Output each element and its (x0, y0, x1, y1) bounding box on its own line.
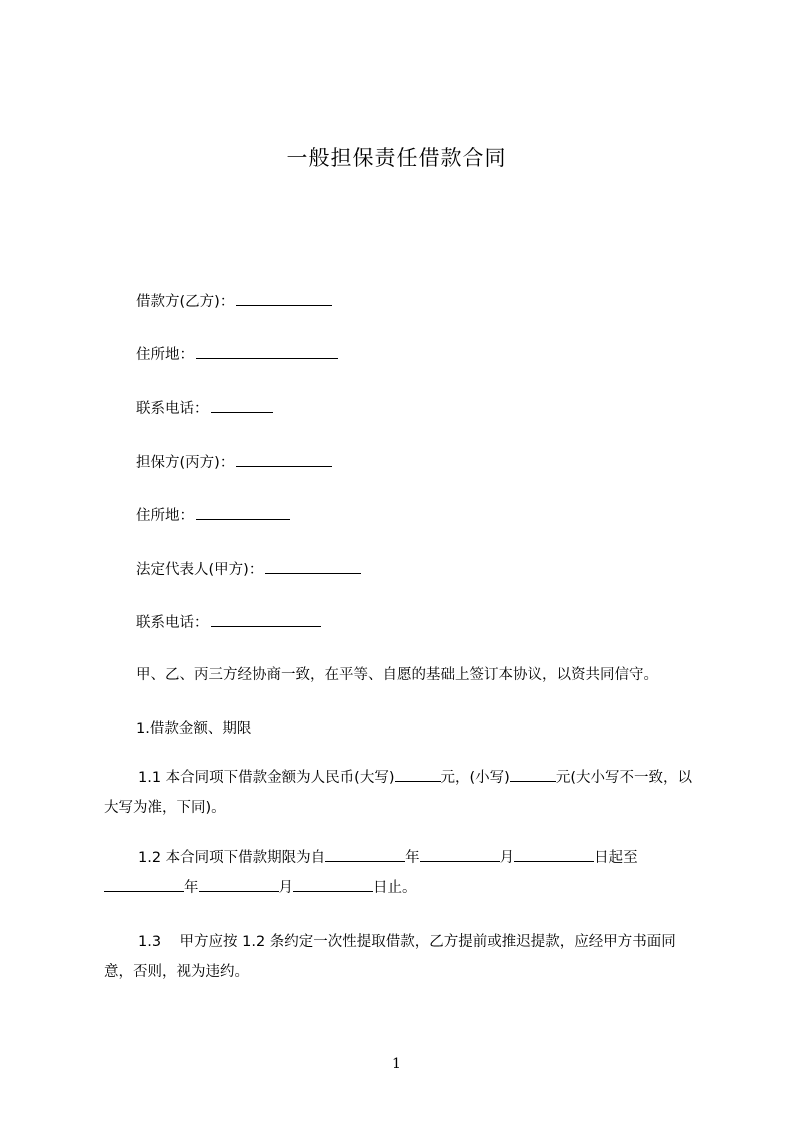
borrower-label: 借款方(乙方)： (136, 294, 235, 310)
intro-paragraph: 甲、乙、丙三方经协商一致，在平等、自愿的基础上签订本协议，以资共同信守。 (136, 667, 658, 683)
guarantor-label: 担保方(丙方)： (136, 455, 235, 471)
guarantor-address-blank[interactable] (196, 505, 290, 520)
borrower-blank[interactable] (236, 291, 332, 306)
section1-heading: 1.借款金额、期限 (136, 721, 252, 737)
borrower-phone-blank[interactable] (211, 398, 273, 413)
borrower-phone-label: 联系电话： (136, 401, 209, 417)
amount-words-blank[interactable] (395, 767, 441, 782)
clause-1-2-text-a: 本合同项下借款期限为自 (165, 850, 326, 866)
borrower-address-label: 住所地： (136, 347, 194, 363)
document-title: 一般担保责任借款合同 (286, 146, 507, 170)
clause-1-2-year1: 年 (405, 850, 420, 866)
guarantor-address-field (136, 505, 290, 526)
legal-rep-phone-field (136, 612, 321, 633)
borrower-address-blank[interactable] (196, 344, 338, 359)
clause-1-3 (104, 927, 704, 987)
borrower-field (136, 291, 332, 312)
legal-rep-blank[interactable] (265, 559, 361, 574)
clause-1-2-month1: 月 (499, 850, 515, 866)
end-day-blank[interactable] (293, 877, 373, 892)
clause-1-2-day1: 日起至 (594, 850, 638, 866)
guarantor-blank[interactable] (236, 452, 332, 467)
legal-rep-phone-label: 联系电话： (136, 615, 209, 631)
clause-1-1-num: 1.1 (138, 770, 162, 786)
clause-1-1-text-c: 元(大小写不一致，以大写为准，下同)。 (104, 770, 692, 816)
guarantor-address-label: 住所地： (136, 508, 194, 524)
clause-1-3-num: 1.3 (138, 934, 162, 950)
start-year-blank[interactable] (325, 847, 405, 862)
clause-1-3-text: 甲方应按 1.2 条约定一次性提取借款，乙方提前或推迟提款，应经甲方书面同意，否则，视为违约。 (104, 934, 676, 980)
start-month-blank[interactable] (420, 847, 500, 862)
clause-1-1-text-b: 元，(小写) (440, 770, 510, 786)
clause-1-1 (104, 763, 704, 823)
clause-1-2-year2: 年 (184, 880, 199, 896)
clause-1-2-day2: 日止。 (373, 880, 417, 896)
clause-1-2-num: 1.2 (138, 850, 162, 866)
end-month-blank[interactable] (199, 877, 279, 892)
clause-1-2-month2: 月 (278, 880, 293, 896)
amount-figures-blank[interactable] (510, 767, 556, 782)
legal-rep-field (136, 559, 361, 580)
end-year-blank[interactable] (104, 877, 184, 892)
legal-rep-phone-blank[interactable] (211, 612, 321, 627)
borrower-address-field (136, 344, 338, 365)
guarantor-field (136, 452, 332, 473)
start-day-blank[interactable] (514, 847, 594, 862)
clause-1-2 (104, 843, 704, 903)
page-number: 1 (392, 1056, 401, 1072)
clause-1-1-text-a: 本合同项下借款金额为人民币(大写) (165, 770, 395, 786)
legal-rep-label: 法定代表人(甲方)： (136, 562, 264, 578)
borrower-phone-field (136, 398, 273, 419)
